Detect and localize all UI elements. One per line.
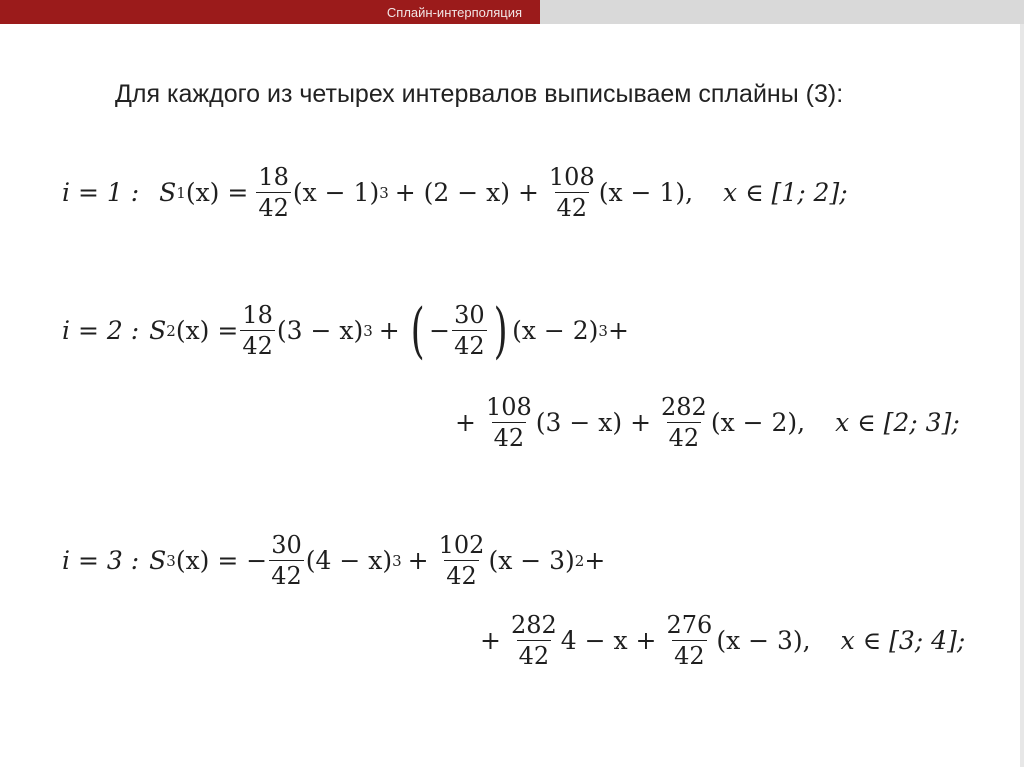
eq2-lhs: i = 2 : <box>62 316 140 345</box>
eq3-domain: x ∈ [3; 4]; <box>840 626 966 655</box>
eq3-lhs: i = 3 : <box>62 546 140 575</box>
eq2-s: S <box>149 316 167 345</box>
equation-2-line-2 <box>455 392 960 453</box>
section-title: Сплайн-интерполяция <box>0 0 540 24</box>
eq2-tail: + <box>607 316 629 345</box>
eq2-frac-3: $\frac{108}{42}$ <box>485 393 532 452</box>
eq3-line2-lead: + <box>480 626 501 655</box>
header-bar <box>540 0 1024 24</box>
intro-text: Для каждого из четырех интервалов выписываем сплайны (3): <box>115 80 844 108</box>
eq3-frac-3: $\frac{282}{42}$ <box>510 611 557 670</box>
eq3-frac-2: $\frac{102}{42}$ <box>438 531 485 590</box>
eq3-frac-4: $\frac{276}{42}$ <box>666 611 713 670</box>
slide-header <box>0 0 1024 24</box>
eq1-term-2: + (2 − x) + <box>394 178 539 207</box>
eq2-arg: (x) = <box>175 316 239 345</box>
eq2-pow-1: 3 <box>363 321 373 340</box>
eq1-sub: 1 <box>176 183 186 202</box>
eq3-pow-1: 3 <box>392 551 402 570</box>
eq3-tail: + <box>584 546 606 575</box>
eq2-term-1: (3 − x) <box>276 316 364 345</box>
eq3-frac-1: $\frac{30}{42}$ <box>271 531 302 590</box>
eq2-right-paren: ) <box>493 295 508 366</box>
eq2-line2-lead: + <box>455 408 476 437</box>
eq2-term-4: (x − 2), <box>710 408 806 437</box>
eq1-arg: (x) = <box>185 178 249 207</box>
eq1-s: S <box>159 178 177 207</box>
eq2-frac-4: $\frac{282}{42}$ <box>661 393 707 452</box>
eq2-left-paren: ( <box>410 295 425 366</box>
eq2-term-3: (3 − x) + <box>535 408 652 437</box>
eq2-frac-2: $\frac{30}{42}$ <box>454 301 485 360</box>
eq1-frac-1: $\frac{18}{42}$ <box>258 163 289 222</box>
equation-3-line-2 <box>480 610 965 671</box>
equation-3-line-1 <box>62 530 605 591</box>
eq1-lhs: i = 1 : <box>62 178 140 207</box>
equation-2-line-1 <box>62 295 629 366</box>
eq3-s: S <box>149 546 167 575</box>
eq3-pow-2: 2 <box>574 551 585 570</box>
eq2-pow-2: 3 <box>598 321 608 340</box>
eq3-term-2: (x − 3) <box>488 546 575 575</box>
right-edge <box>1020 24 1024 767</box>
eq2-domain: x ∈ [2; 3]; <box>835 408 960 437</box>
eq3-arg: (x) = − <box>175 546 268 575</box>
eq2-sub: 2 <box>166 321 176 340</box>
eq1-frac-2: $\frac{108}{42}$ <box>548 163 595 222</box>
eq1-domain: x ∈ [1; 2]; <box>723 178 848 207</box>
eq2-plus: + <box>378 316 400 345</box>
eq3-sub: 3 <box>166 551 176 570</box>
eq3-term-3: 4 − x + <box>560 626 657 655</box>
eq3-plus: + <box>407 546 429 575</box>
eq1-term-1: (x − 1) <box>292 178 380 207</box>
equation-1 <box>62 162 848 223</box>
eq3-term-4: (x − 3), <box>716 626 811 655</box>
eq2-frac-1: $\frac{18}{42}$ <box>242 301 273 360</box>
eq3-term-1: (4 − x) <box>305 546 393 575</box>
eq1-pow-1: 3 <box>379 183 389 202</box>
eq2-term-2: (x − 2) <box>512 316 599 345</box>
eq1-term-3: (x − 1), <box>598 178 694 207</box>
eq2-minus: − <box>429 316 451 345</box>
